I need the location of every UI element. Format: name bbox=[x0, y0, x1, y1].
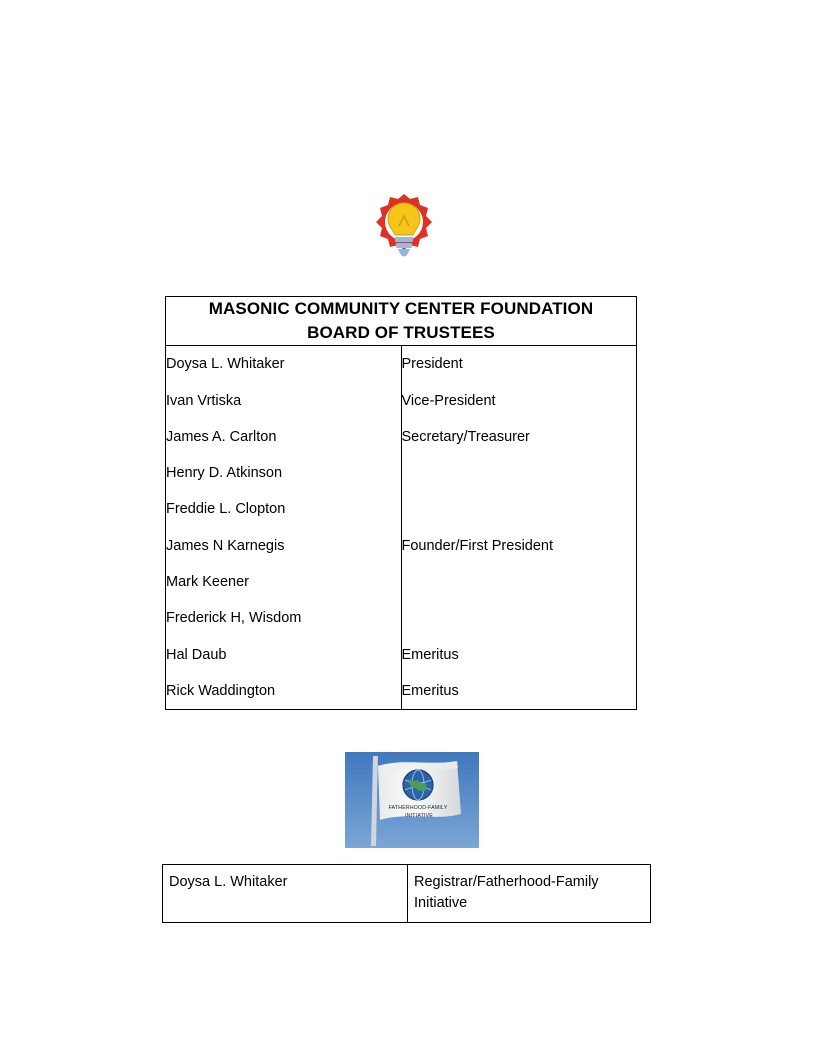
member-roles-cell bbox=[401, 346, 637, 710]
member-name: Hal Daub bbox=[166, 646, 227, 663]
member-name: Freddie L. Clopton bbox=[166, 501, 286, 518]
board-title-line-2: BOARD OF TRUSTEES bbox=[307, 323, 495, 343]
member-name: Henry D. Atkinson bbox=[166, 465, 283, 482]
member-role: President bbox=[401, 356, 463, 373]
member-role: Vice-President bbox=[401, 392, 496, 409]
board-of-trustees-table bbox=[165, 296, 637, 710]
member-name: Rick Waddington bbox=[166, 682, 276, 699]
table-row-title bbox=[166, 297, 637, 346]
member-role bbox=[402, 491, 637, 527]
member-names-cell bbox=[166, 346, 402, 710]
svg-text:INITIATIVE: INITIATIVE bbox=[405, 813, 433, 819]
registrar-name-cell: Doysa L. Whitaker bbox=[163, 865, 408, 923]
board-title-line-1: MASONIC COMMUNITY CENTER FOUNDATION bbox=[208, 299, 594, 318]
registrar-table bbox=[162, 864, 651, 923]
member-role bbox=[402, 455, 637, 491]
member-name: James A. Carlton bbox=[166, 428, 277, 445]
member-role: Emeritus bbox=[401, 646, 459, 663]
member-name: Ivan Vrtiska bbox=[166, 392, 242, 409]
member-role bbox=[402, 600, 637, 636]
registrar-role-line-1: Registrar/Fatherhood-Family bbox=[414, 874, 599, 890]
member-name: James N Karnegis bbox=[166, 537, 285, 554]
member-name: Frederick H, Wisdom bbox=[166, 610, 302, 627]
table-row bbox=[163, 865, 651, 923]
member-role: Secretary/Treasurer bbox=[401, 428, 530, 445]
member-name: Mark Keener bbox=[166, 574, 250, 591]
fatherhood-family-initiative-flag-image bbox=[345, 752, 479, 848]
member-name: Doysa L. Whitaker bbox=[166, 356, 285, 373]
table-row-members bbox=[166, 346, 637, 710]
member-role: Emeritus bbox=[401, 682, 459, 699]
svg-text:FATHERHOOD-FAMILY: FATHERHOOD-FAMILY bbox=[388, 805, 448, 811]
member-role bbox=[402, 564, 637, 600]
board-title-cell bbox=[166, 297, 637, 346]
registrar-role-line-2: Initiative bbox=[414, 895, 468, 912]
registrar-role-cell bbox=[408, 865, 651, 923]
member-role: Founder/First President bbox=[401, 537, 554, 554]
lightbulb-gear-icon bbox=[372, 192, 436, 270]
